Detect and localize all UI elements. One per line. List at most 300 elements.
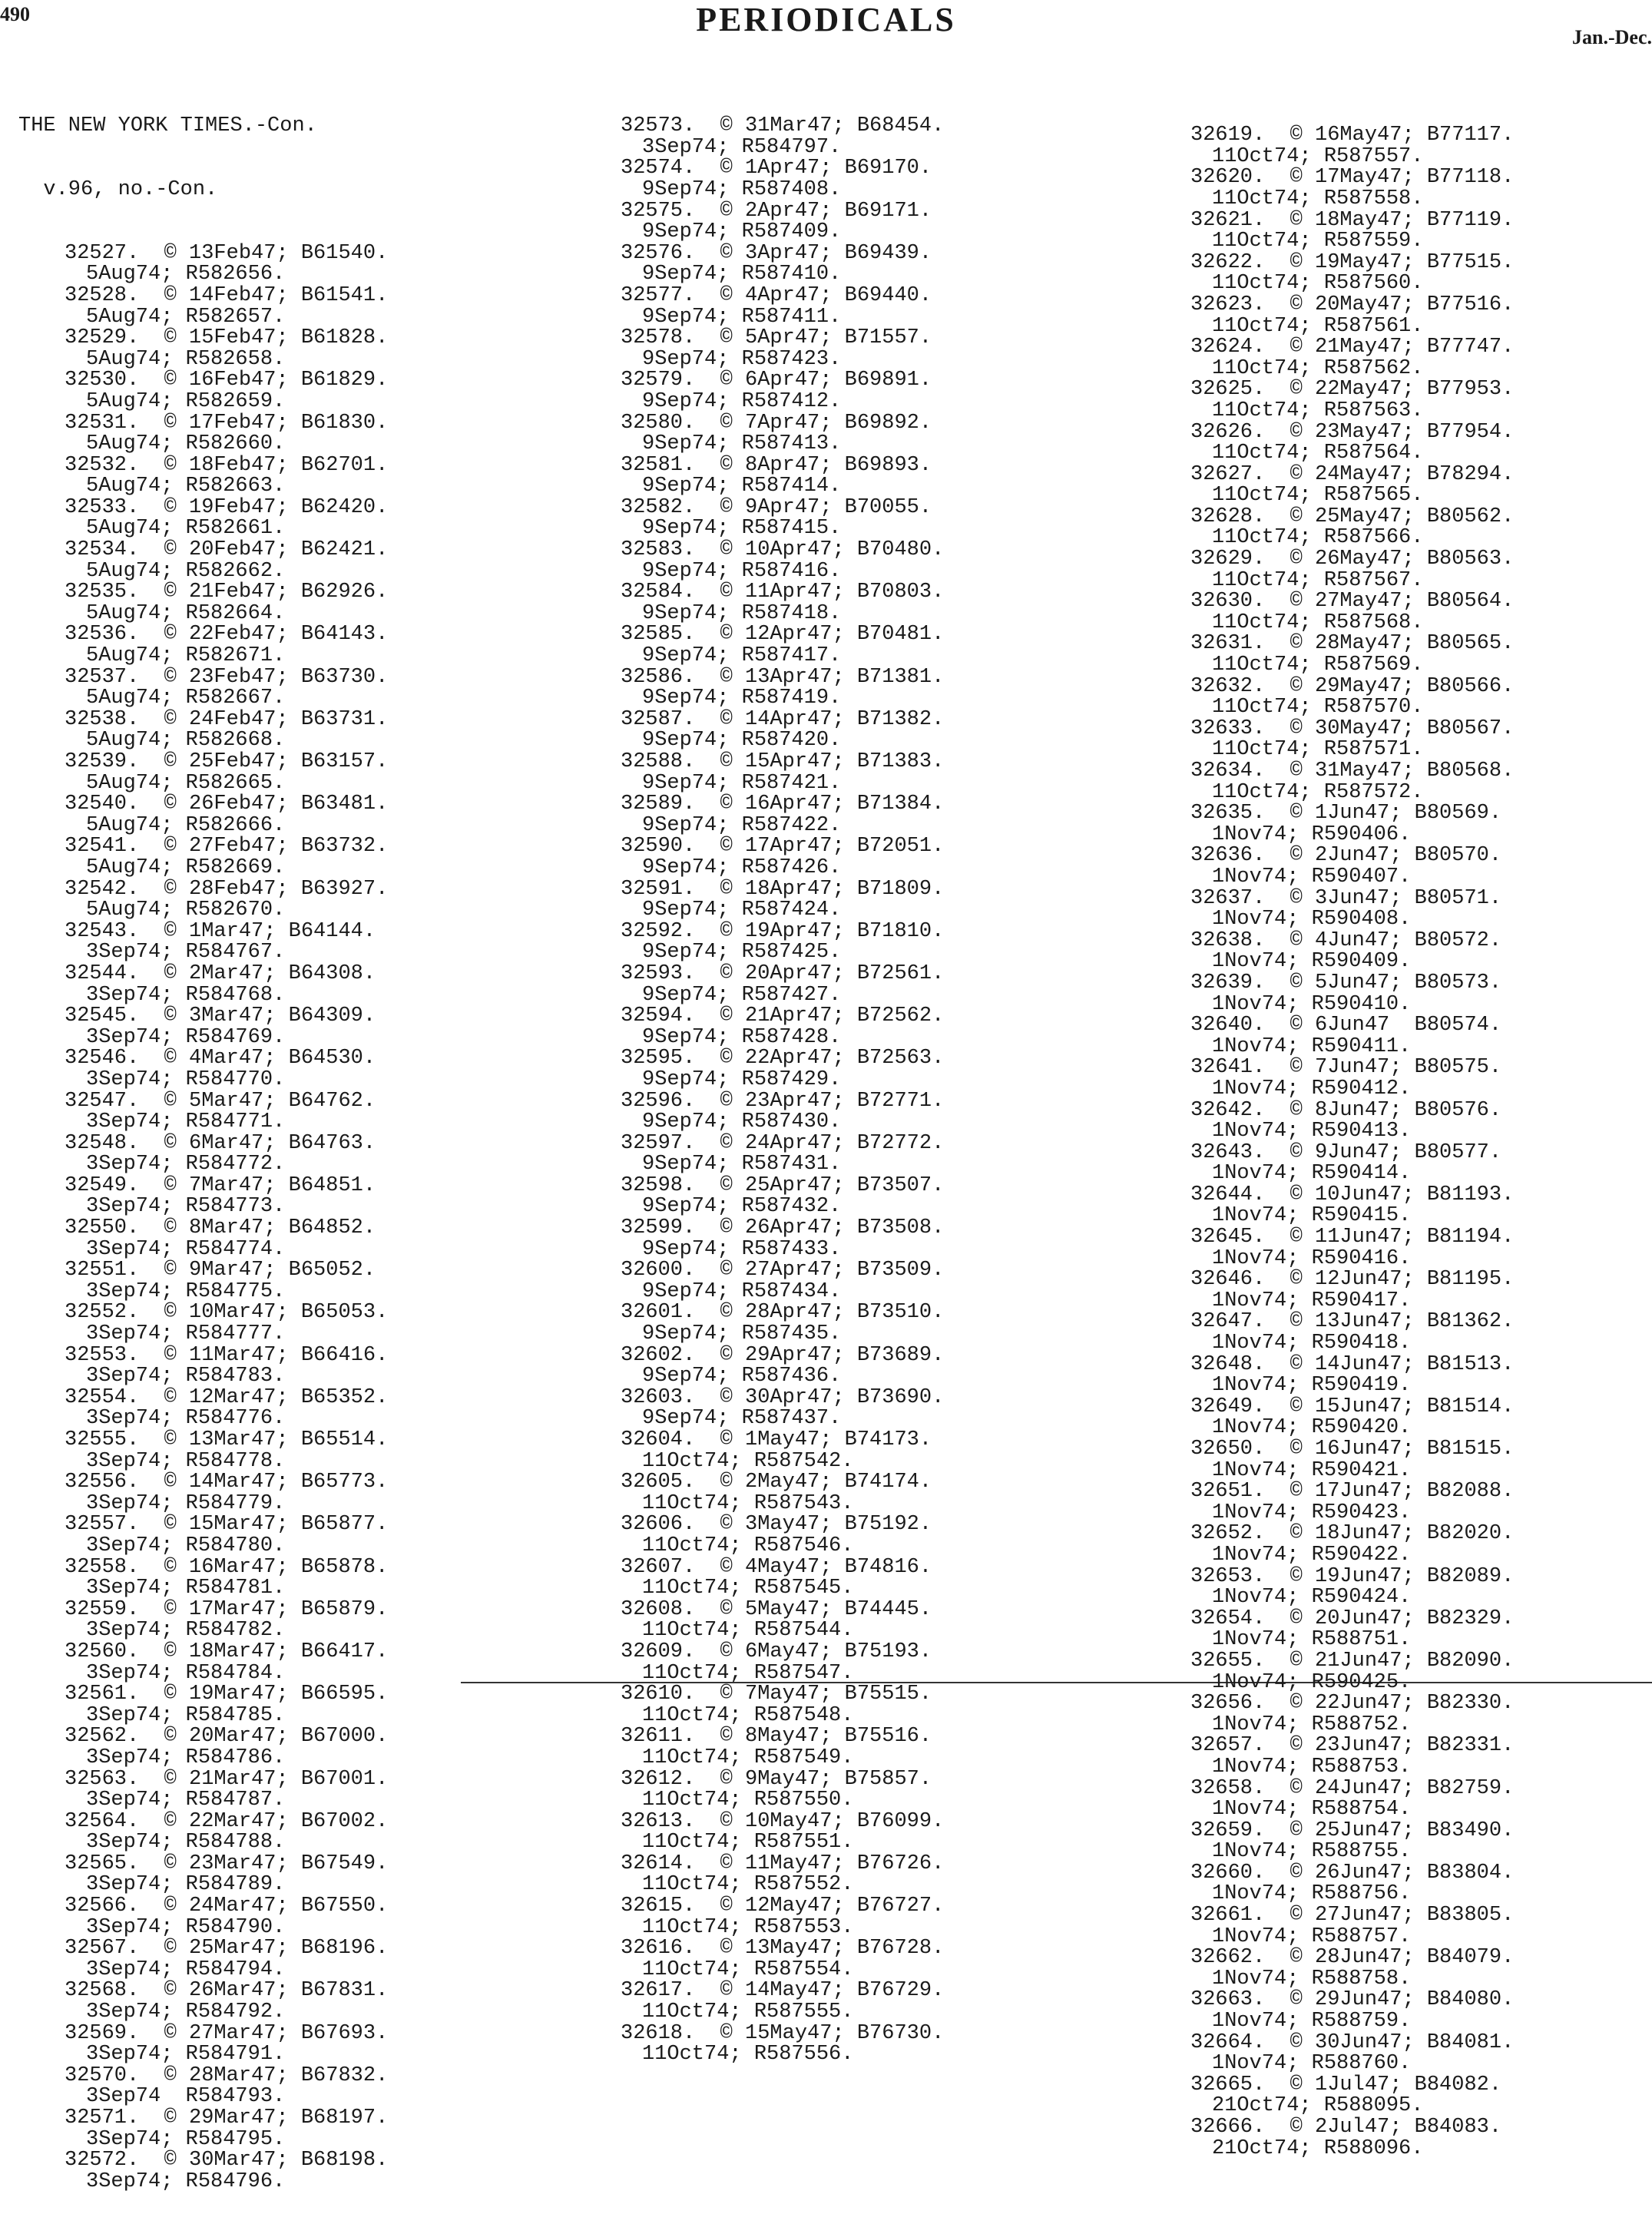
- entry-renewal-line: 1Nov74; R590413.: [1212, 1120, 1412, 1143]
- entry-renewal-line: 3Sep74; R584769.: [86, 1025, 286, 1049]
- entry-registration-line: 32549. © 7Mar47; B64851.: [65, 1173, 376, 1197]
- registration-entry: [18, 1557, 388, 1600]
- entry-registration-line: 32642. © 8Jun47; B80576.: [1190, 1098, 1502, 1122]
- entry-renewal-line: 9Sep74; R587427.: [642, 983, 842, 1007]
- entry-registration-line: 32536. © 22Feb47; B64143.: [65, 623, 389, 647]
- registration-entry: [621, 1218, 944, 1260]
- registration-entry: [18, 1896, 388, 1938]
- registration-entry: [18, 1385, 389, 1431]
- entry-registration-line: 32556. © 14Mar47; B65773.: [65, 1471, 389, 1494]
- entry-renewal-line: 11Oct74; R587563.: [1212, 399, 1424, 422]
- entry-registration-line: 32625. © 22May47; B77953.: [1190, 378, 1515, 402]
- entry-registration-line: 32600. © 27Apr47; B73509.: [621, 1259, 945, 1282]
- registration-entry: [18, 243, 388, 286]
- registration-entry: [1190, 549, 1514, 591]
- registration-entry: [1190, 846, 1514, 888]
- registration-entry: [18, 1726, 388, 1769]
- registration-entry: [1190, 1905, 1514, 1948]
- entry-renewal-line: 9Sep74; R587409.: [642, 220, 842, 244]
- registration-entry: [621, 1091, 944, 1133]
- entry-registration-line: 32538. © 24Feb47; B63731.: [65, 707, 389, 731]
- entry-registration-line: 32629. © 26May47; B80563.: [1190, 548, 1515, 571]
- registration-entry: [1190, 928, 1514, 974]
- entry-renewal-line: 1Nov74; R590416.: [1212, 1246, 1412, 1270]
- entry-renewal-line: 3Sep74; R584779.: [86, 1491, 286, 1515]
- registration-entry: [621, 1430, 944, 1472]
- registration-entry: [621, 370, 944, 412]
- entry-registration-line: 32615. © 12May47; B76727.: [621, 1895, 945, 1918]
- entry-registration-line: 32558. © 16Mar47; B65878.: [65, 1555, 389, 1579]
- registration-entry: [621, 836, 944, 879]
- entry-registration-line: 32627. © 24May47; B78294.: [1190, 462, 1515, 486]
- registration-entry: [1190, 1821, 1514, 1863]
- entry-renewal-line: 9Sep74; R587424.: [642, 899, 842, 922]
- registration-entry: [18, 1854, 388, 1896]
- registration-entry: [18, 879, 388, 922]
- entry-registration-line: 32580. © 7Apr47; B69892.: [621, 411, 932, 435]
- registration-entry: [621, 1597, 944, 1643]
- entry-renewal-line: 1Nov74; R590424.: [1212, 1586, 1412, 1610]
- page-number: 490: [0, 3, 30, 25]
- entry-registration-line: 32557. © 15Mar47; B65877.: [65, 1513, 389, 1537]
- entry-renewal-line: 11Oct74; R587565.: [1212, 484, 1424, 508]
- entry-renewal-line: 9Sep74; R587434.: [642, 1279, 842, 1303]
- entry-renewal-line: 11Oct74; R587561.: [1212, 314, 1424, 338]
- registration-entry: [18, 455, 388, 498]
- entry-renewal-line: 1Nov74; R588753.: [1212, 1755, 1412, 1779]
- registration-entry: [621, 495, 944, 541]
- entry-renewal-line: 9Sep74; R587429.: [642, 1067, 842, 1091]
- registration-entry: [621, 667, 944, 710]
- registration-entry: [18, 495, 389, 541]
- entry-registration-line: 32593. © 20Apr47; B72561.: [621, 961, 945, 985]
- entry-renewal-line: 3Sep74; R584773.: [86, 1195, 286, 1219]
- registration-entry: [1190, 1269, 1514, 1312]
- registration-entry: [621, 919, 945, 965]
- entry-renewal-line: 1Nov74; R588752.: [1212, 1713, 1412, 1736]
- entry-registration-line: 32535. © 21Feb47; B62926.: [65, 581, 389, 604]
- registration-entry: [1190, 507, 1514, 549]
- entry-renewal-line: 1Nov74; R588751.: [1212, 1628, 1412, 1652]
- entry-renewal-line: 3Sep74; R584796.: [86, 2169, 286, 2193]
- registration-entry: [18, 1684, 388, 1726]
- entry-registration-line: 32617. © 14May47; B76729.: [621, 1979, 945, 2003]
- registration-entry: [18, 1006, 388, 1048]
- registration-entry: [18, 2063, 389, 2109]
- entry-renewal-line: 11Oct74; R587545.: [642, 1577, 854, 1600]
- registration-entry: [621, 201, 944, 243]
- registration-entry: [1190, 1057, 1514, 1100]
- entry-registration-line: 32585. © 12Apr47; B70481.: [621, 623, 945, 647]
- entry-renewal-line: 9Sep74; R587421.: [642, 771, 842, 795]
- entry-registration-line: 32544. © 2Mar47; B64308.: [65, 961, 376, 985]
- entry-renewal-line: 3Sep74; R584791.: [86, 2043, 286, 2067]
- entry-renewal-line: 3Sep74; R584778.: [86, 1449, 286, 1473]
- entry-renewal-line: 3Sep74; R584768.: [86, 983, 286, 1007]
- entry-registration-line: 32602. © 29Apr47; B73689.: [621, 1343, 945, 1367]
- entry-renewal-line: 1Nov74; R590419.: [1212, 1374, 1412, 1398]
- registration-entry: [1190, 295, 1514, 337]
- entry-renewal-line: 11Oct74; R587560.: [1212, 272, 1424, 296]
- registration-entry: [1190, 1693, 1514, 1736]
- entry-registration-line: 32577. © 4Apr47; B69440.: [621, 283, 932, 307]
- entry-renewal-line: 11Oct74; R587548.: [642, 1703, 854, 1727]
- entry-renewal-line: 11Oct74; R587550.: [642, 1789, 854, 1812]
- registration-entry: [621, 1642, 944, 1684]
- entry-renewal-line: 3Sep74; R584784.: [86, 1661, 286, 1685]
- column-heading-title: THE NEW YORK TIMES.-Con.: [18, 114, 317, 138]
- entry-registration-line: 32664. © 30Jun47; B84081.: [1190, 2030, 1515, 2054]
- entry-registration-line: 32644. © 10Jun47; B81193.: [1190, 1183, 1515, 1206]
- entry-renewal-line: 3Sep74; R584787.: [86, 1789, 286, 1812]
- registration-entry: [1190, 2075, 1514, 2117]
- registration-entry: [18, 2021, 389, 2067]
- column-2: [621, 74, 944, 2087]
- registration-entry: [621, 1726, 944, 1769]
- registration-entry: [18, 1091, 388, 1133]
- registration-entry: [621, 1260, 944, 1302]
- registration-entry: [621, 116, 944, 158]
- registration-entry: [621, 328, 944, 370]
- registration-entry: [1190, 1776, 1515, 1822]
- entry-renewal-line: 3Sep74; R584777.: [86, 1322, 286, 1346]
- entry-renewal-line: 11Oct74; R587544.: [642, 1619, 854, 1643]
- entries-list-1: [18, 243, 388, 2193]
- entry-renewal-line: 9Sep74; R587414.: [642, 475, 842, 498]
- entry-registration-line: 32541. © 27Feb47; B63732.: [65, 835, 389, 859]
- registration-entry: [18, 1597, 389, 1643]
- entry-renewal-line: 11Oct74; R587566.: [1212, 526, 1424, 550]
- registration-entry: [621, 1385, 945, 1431]
- registration-entry: [621, 1173, 945, 1219]
- entry-renewal-line: 5Aug74; R582657.: [86, 305, 286, 329]
- entry-renewal-line: 3Sep74; R584797.: [642, 135, 842, 159]
- entry-registration-line: 32571. © 29Mar47; B68197.: [65, 2106, 389, 2130]
- entry-registration-line: 32568. © 26Mar47; B67831.: [65, 1979, 389, 2003]
- entry-registration-line: 32562. © 20Mar47; B67000.: [65, 1725, 389, 1749]
- registration-entry: [1190, 1863, 1514, 1905]
- entry-registration-line: 32543. © 1Mar47; B64144.: [65, 919, 376, 943]
- registration-entry: [1190, 973, 1514, 1015]
- entry-registration-line: 32624. © 21May47; B77747.: [1190, 336, 1515, 359]
- entry-renewal-line: 1Nov74; R590407.: [1212, 865, 1412, 889]
- entry-renewal-line: 9Sep74; R587408.: [642, 177, 842, 201]
- entry-renewal-line: 3Sep74; R584771.: [86, 1110, 286, 1134]
- entry-renewal-line: 1Nov74; R590421.: [1212, 1458, 1412, 1482]
- registration-entry: [1190, 1439, 1514, 1481]
- entry-registration-line: 32579. © 6Apr47; B69891.: [621, 369, 932, 392]
- entry-renewal-line: 3Sep74; R584774.: [86, 1237, 286, 1261]
- registration-entry: [1190, 125, 1514, 167]
- entry-registration-line: 32554. © 12Mar47; B65352.: [65, 1385, 389, 1409]
- registration-entry: [621, 707, 945, 753]
- registration-entry: [18, 1642, 388, 1684]
- entry-renewal-line: 11Oct74; R587568.: [1212, 611, 1424, 634]
- registration-entry: [621, 243, 944, 286]
- entry-renewal-line: 5Aug74; R582663.: [86, 475, 286, 498]
- entry-renewal-line: 9Sep74; R587431.: [642, 1153, 842, 1176]
- entry-registration-line: 32619. © 16May47; B77117.: [1190, 124, 1515, 147]
- registration-entry: [621, 1769, 944, 1812]
- entry-renewal-line: 9Sep74; R587417.: [642, 644, 842, 668]
- registration-entry: [621, 1345, 944, 1388]
- registration-entry: [18, 1769, 388, 1812]
- registration-entry: [1190, 634, 1514, 676]
- entry-renewal-line: 9Sep74; R587412.: [642, 389, 842, 413]
- entry-registration-line: 32572. © 30Mar47; B68198.: [65, 2149, 389, 2173]
- entry-renewal-line: 1Nov74; R590415.: [1212, 1204, 1412, 1228]
- registration-entry: [1190, 1397, 1514, 1439]
- entry-registration-line: 32648. © 14Jun47; B81513.: [1190, 1352, 1515, 1376]
- column-1: [18, 74, 388, 2214]
- registration-entry: [1190, 761, 1514, 803]
- entry-renewal-line: 11Oct74; R587553.: [642, 1915, 854, 1939]
- column-3: [1190, 83, 1514, 2181]
- entry-registration-line: 32596. © 23Apr47; B72771.: [621, 1089, 945, 1113]
- entry-renewal-line: 1Nov74; R590412.: [1212, 1077, 1412, 1100]
- registration-entry: [18, 413, 388, 455]
- registration-entry: [621, 752, 944, 794]
- entry-registration-line: 32574. © 1Apr47; B69170.: [621, 157, 932, 180]
- entry-renewal-line: 3Sep74; R584775.: [86, 1279, 286, 1303]
- entry-registration-line: 32658. © 24Jun47; B82759.: [1190, 1776, 1515, 1800]
- entry-registration-line: 32591. © 18Apr47; B71809.: [621, 877, 945, 901]
- entry-renewal-line: 3Sep74; R584788.: [86, 1831, 286, 1855]
- entry-registration-line: 32607. © 4May47; B74816.: [621, 1555, 932, 1579]
- registration-entry: [18, 752, 388, 794]
- registration-entry: [1190, 1100, 1514, 1143]
- registration-entry: [1190, 1015, 1514, 1057]
- entry-registration-line: 32569. © 27Mar47; B67693.: [65, 2021, 389, 2045]
- entry-registration-line: 32651. © 17Jun47; B82088.: [1190, 1480, 1515, 1504]
- registration-entry: [621, 1048, 944, 1090]
- entry-registration-line: 32530. © 16Feb47; B61829.: [65, 369, 389, 392]
- entry-registration-line: 32592. © 19Apr47; B71810.: [621, 919, 945, 943]
- registration-entry: [621, 794, 944, 836]
- entries-list-3: [1190, 125, 1514, 2159]
- entry-renewal-line: 11Oct74; R587555.: [642, 2001, 854, 2024]
- registration-entry: [621, 1809, 945, 1855]
- registration-entry: [18, 540, 388, 582]
- entry-registration-line: 32550. © 8Mar47; B64852.: [65, 1216, 376, 1240]
- entry-renewal-line: 11Oct74; R587564.: [1212, 442, 1424, 465]
- entry-registration-line: 32632. © 29May47; B80566.: [1190, 674, 1515, 698]
- entry-renewal-line: 9Sep74; R587426.: [642, 855, 842, 879]
- registration-entry: [1190, 1736, 1514, 1778]
- entry-registration-line: 32583. © 10Apr47; B70480.: [621, 538, 945, 562]
- column-heading-volume: v.96, no.-Con.: [18, 177, 218, 201]
- entry-registration-line: 32659. © 25Jun47; B83490.: [1190, 1819, 1515, 1842]
- registration-entry: [621, 1133, 944, 1176]
- entry-renewal-line: 3Sep74 R584793.: [86, 2085, 286, 2109]
- registration-entry: [18, 1218, 388, 1260]
- registration-entry: [18, 1472, 388, 1514]
- entry-registration-line: 32649. © 15Jun47; B81514.: [1190, 1395, 1515, 1418]
- entry-renewal-line: 9Sep74; R587411.: [642, 305, 842, 329]
- entry-renewal-line: 11Oct74; R587557.: [1212, 144, 1424, 168]
- registration-entry: [18, 667, 388, 710]
- entry-registration-line: 32611. © 8May47; B75516.: [621, 1725, 932, 1749]
- entry-renewal-line: 1Nov74; R590418.: [1212, 1332, 1412, 1355]
- entry-renewal-line: 1Nov74; R590411.: [1212, 1034, 1412, 1058]
- entry-renewal-line: 1Nov74; R588754.: [1212, 1798, 1412, 1822]
- entry-registration-line: 32603. © 30Apr47; B73690.: [621, 1385, 945, 1409]
- registration-entry: [18, 1173, 388, 1219]
- registration-entry: [18, 283, 389, 329]
- entry-registration-line: 32630. © 27May47; B80564.: [1190, 590, 1515, 614]
- registration-entry: [621, 624, 944, 667]
- entry-renewal-line: 5Aug74; R582659.: [86, 389, 286, 413]
- page-title: PERIODICALS: [696, 1, 956, 38]
- registration-entry: [1190, 886, 1514, 932]
- registration-entry: [18, 1048, 388, 1090]
- registration-entry: [621, 2021, 945, 2067]
- entry-renewal-line: 11Oct74; R587567.: [1212, 568, 1424, 592]
- registration-entry: [1190, 462, 1515, 508]
- registration-entry: [1190, 250, 1515, 296]
- entry-renewal-line: 3Sep74; R584767.: [86, 941, 286, 965]
- registration-entry: [621, 540, 944, 582]
- entry-registration-line: 32645. © 11Jun47; B81194.: [1190, 1226, 1515, 1249]
- entry-registration-line: 32635. © 1Jun47; B80569.: [1190, 802, 1502, 826]
- registration-entry: [1190, 1140, 1514, 1186]
- registration-entry: [621, 1854, 944, 1896]
- registration-entry: [1190, 1481, 1514, 1524]
- entry-registration-line: 32578. © 5Apr47; B71557.: [621, 326, 932, 350]
- entry-renewal-line: 9Sep74; R587432.: [642, 1195, 842, 1219]
- entry-renewal-line: 3Sep74; R584772.: [86, 1153, 286, 1176]
- entry-renewal-line: 1Nov74; R590414.: [1212, 1162, 1412, 1186]
- entry-renewal-line: 9Sep74; R587418.: [642, 601, 842, 625]
- entry-renewal-line: 9Sep74; R587423.: [642, 347, 842, 371]
- entry-registration-line: 32638. © 4Jun47; B80572.: [1190, 928, 1502, 952]
- entry-registration-line: 32539. © 25Feb47; B63157.: [65, 750, 389, 773]
- entry-renewal-line: 11Oct74; R587556.: [642, 2043, 854, 2067]
- entry-renewal-line: 11Oct74; R587549.: [642, 1746, 854, 1769]
- entry-registration-line: 32601. © 28Apr47; B73510.: [621, 1301, 945, 1325]
- registration-entry: [621, 1938, 944, 1981]
- entry-registration-line: 32634. © 31May47; B80568.: [1190, 760, 1515, 783]
- entry-registration-line: 32586. © 13Apr47; B71381.: [621, 665, 945, 689]
- page-date-range: Jan.-Dec.: [1572, 26, 1652, 48]
- entry-renewal-line: 11Oct74; R587570.: [1212, 696, 1424, 720]
- entry-registration-line: 32657. © 23Jun47; B82331.: [1190, 1734, 1515, 1758]
- entry-renewal-line: 1Nov74; R590422.: [1212, 1543, 1412, 1567]
- entry-renewal-line: 1Nov74; R590406.: [1212, 822, 1412, 846]
- entry-renewal-line: 3Sep74; R584795.: [86, 2127, 286, 2151]
- registration-entry: [621, 413, 944, 455]
- entry-registration-line: 32548. © 6Mar47; B64763.: [65, 1131, 376, 1155]
- entry-registration-line: 32598. © 25Apr47; B73507.: [621, 1173, 945, 1197]
- entry-registration-line: 32582. © 9Apr47; B70055.: [621, 495, 932, 519]
- entry-registration-line: 32537. © 23Feb47; B63730.: [65, 665, 389, 689]
- entry-registration-line: 32610. © 7May47; B75515.: [621, 1683, 932, 1706]
- entry-renewal-line: 9Sep74; R587437.: [642, 1407, 842, 1431]
- registration-entry: [621, 1981, 944, 2023]
- registration-entry: [18, 370, 388, 412]
- registration-entry: [1190, 337, 1514, 379]
- entry-registration-line: 32613. © 10May47; B76099.: [621, 1809, 945, 1833]
- entry-renewal-line: 11Oct74; R587569.: [1212, 654, 1424, 677]
- entry-renewal-line: 5Aug74; R582665.: [86, 771, 286, 795]
- entry-registration-line: 32559. © 17Mar47; B65879.: [65, 1597, 389, 1621]
- entry-registration-line: 32605. © 2May47; B74174.: [621, 1471, 932, 1494]
- registration-entry: [1190, 210, 1514, 253]
- registration-entry: [18, 1981, 388, 2023]
- entry-renewal-line: 1Nov74; R590420.: [1212, 1416, 1412, 1440]
- entry-registration-line: 32641. © 7Jun47; B80575.: [1190, 1056, 1502, 1080]
- entry-renewal-line: 11Oct74; R587562.: [1212, 356, 1424, 380]
- entry-registration-line: 32540. © 26Feb47; B63481.: [65, 793, 389, 816]
- entry-renewal-line: 11Oct74; R587559.: [1212, 230, 1424, 253]
- entry-registration-line: 32665. © 1Jul47; B84082.: [1190, 2073, 1502, 2097]
- registration-entry: [18, 707, 389, 753]
- entry-registration-line: 32555. © 13Mar47; B65514.: [65, 1428, 389, 1451]
- entry-registration-line: 32628. © 25May47; B80562.: [1190, 505, 1515, 528]
- registration-entry: [18, 1430, 388, 1472]
- registration-entry: [1190, 1948, 1514, 1990]
- entry-registration-line: 32542. © 28Feb47; B63927.: [65, 877, 389, 901]
- entry-registration-line: 32618. © 15May47; B76730.: [621, 2021, 945, 2045]
- registration-entry: [1190, 1352, 1515, 1398]
- entry-renewal-line: 9Sep74; R587410.: [642, 263, 842, 286]
- entry-registration-line: 32623. © 20May47; B77516.: [1190, 293, 1515, 316]
- entry-renewal-line: 9Sep74; R587419.: [642, 687, 842, 710]
- registration-entry: [18, 1938, 388, 1981]
- entry-renewal-line: 3Sep74; R584782.: [86, 1619, 286, 1643]
- registration-entry: [18, 1514, 388, 1557]
- entry-renewal-line: 11Oct74; R587542.: [642, 1449, 854, 1473]
- entry-registration-line: 32604. © 1May47; B74173.: [621, 1428, 932, 1451]
- registration-entry: [1190, 716, 1515, 762]
- entry-renewal-line: 11Oct74; R587543.: [642, 1491, 854, 1515]
- entry-renewal-line: 5Aug74; R582666.: [86, 813, 286, 837]
- entry-renewal-line: 5Aug74; R582668.: [86, 729, 286, 753]
- registration-entry: [1190, 1609, 1514, 1651]
- registration-entry: [18, 328, 388, 370]
- entry-renewal-line: 3Sep74; R584789.: [86, 1873, 286, 1897]
- entry-renewal-line: 1Nov74; R590417.: [1212, 1289, 1412, 1312]
- registration-entry: [18, 1345, 388, 1388]
- entry-registration-line: 32609. © 6May47; B75193.: [621, 1640, 932, 1663]
- registration-entry: [1190, 1990, 1514, 2032]
- entry-registration-line: 32655. © 21Jun47; B82090.: [1190, 1649, 1515, 1673]
- entry-renewal-line: 3Sep74; R584780.: [86, 1534, 286, 1557]
- entry-registration-line: 32567. © 25Mar47; B68196.: [65, 1937, 389, 1961]
- registration-entry: [18, 624, 388, 667]
- entry-registration-line: 32533. © 19Feb47; B62420.: [65, 495, 389, 519]
- entry-renewal-line: 11Oct74; R587558.: [1212, 187, 1424, 210]
- entry-renewal-line: 9Sep74; R587420.: [642, 729, 842, 753]
- entry-registration-line: 32594. © 21Apr47; B72562.: [621, 1004, 945, 1028]
- entry-renewal-line: 3Sep74; R584785.: [86, 1703, 286, 1727]
- entry-registration-line: 32584. © 11Apr47; B70803.: [621, 581, 945, 604]
- entry-registration-line: 32666. © 2Jul47; B84083.: [1190, 2116, 1502, 2139]
- entry-renewal-line: 1Nov74; R588755.: [1212, 1840, 1412, 1864]
- entry-registration-line: 32528. © 14Feb47; B61541.: [65, 283, 389, 307]
- entry-registration-line: 32631. © 28May47; B80565.: [1190, 632, 1515, 656]
- entry-registration-line: 32633. © 30May47; B80567.: [1190, 716, 1515, 740]
- entry-registration-line: 32527. © 13Feb47; B61540.: [65, 241, 389, 265]
- registration-entry: [621, 158, 944, 200]
- entry-registration-line: 32581. © 8Apr47; B69893.: [621, 453, 932, 477]
- entry-registration-line: 32564. © 22Mar47; B67002.: [65, 1809, 389, 1833]
- entry-registration-line: 32654. © 20Jun47; B82329.: [1190, 1607, 1515, 1630]
- entry-registration-line: 32599. © 26Apr47; B73508.: [621, 1216, 945, 1240]
- entry-registration-line: 32534. © 20Feb47; B62421.: [65, 538, 389, 562]
- entry-renewal-line: 1Nov74; R588756.: [1212, 1882, 1412, 1906]
- entry-registration-line: 32636. © 2Jun47; B80570.: [1190, 844, 1502, 868]
